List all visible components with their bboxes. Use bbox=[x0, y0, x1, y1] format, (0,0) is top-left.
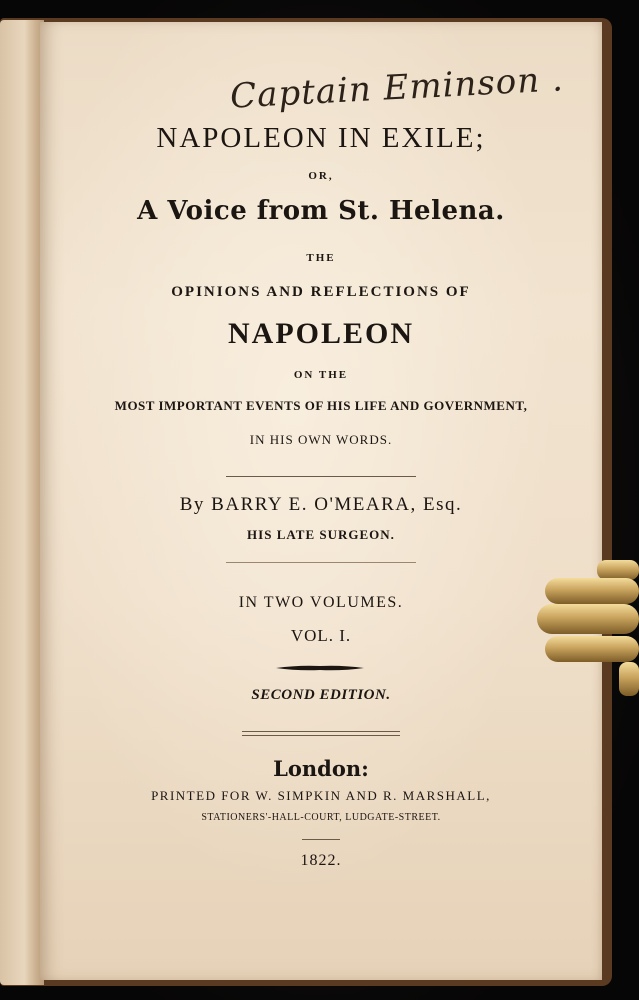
book-spine bbox=[0, 20, 44, 985]
ornament-flourish bbox=[276, 664, 364, 672]
imprint-printer: PRINTED FOR W. SIMPKIN AND R. MARSHALL, bbox=[151, 788, 491, 803]
title-on-the: ON THE bbox=[293, 369, 349, 381]
divider-rule bbox=[226, 562, 416, 563]
title-napoleon: NAPOLEON bbox=[227, 317, 414, 350]
book-subtitle: A Voice from St. Helena. bbox=[137, 196, 505, 226]
imprint-year: 1822. bbox=[300, 852, 342, 869]
handwritten-inscription: Captain Eminson . bbox=[229, 59, 565, 117]
double-rule-bottom bbox=[242, 735, 400, 736]
title-opinions: OPINIONS AND REFLECTIONS OF bbox=[171, 284, 471, 300]
title-or: OR, bbox=[308, 170, 334, 182]
book-title: NAPOLEON IN EXILE; bbox=[156, 122, 486, 154]
volumes-line: IN TWO VOLUMES. bbox=[238, 594, 404, 611]
divider-rule bbox=[226, 476, 416, 477]
title-own-words: IN HIS OWN WORDS. bbox=[249, 432, 393, 447]
edition-line: SECOND EDITION. bbox=[251, 687, 391, 703]
author-line: By BARRY E. O'MEARA, Esq. bbox=[179, 494, 463, 515]
brass-page-clip bbox=[535, 558, 639, 698]
volume-number: VOL. I. bbox=[290, 626, 352, 645]
imprint-city: London: bbox=[273, 756, 369, 781]
short-rule bbox=[302, 839, 340, 840]
title-events: MOST IMPORTANT EVENTS OF HIS LIFE AND GOVERNMENT, bbox=[114, 398, 528, 413]
author-role: HIS LATE SURGEON. bbox=[247, 527, 395, 542]
title-the: THE bbox=[306, 252, 336, 264]
imprint-address: STATIONERS'-HALL-COURT, LUDGATE-STREET. bbox=[201, 812, 441, 823]
title-page bbox=[40, 22, 602, 980]
double-rule-top bbox=[242, 731, 400, 732]
